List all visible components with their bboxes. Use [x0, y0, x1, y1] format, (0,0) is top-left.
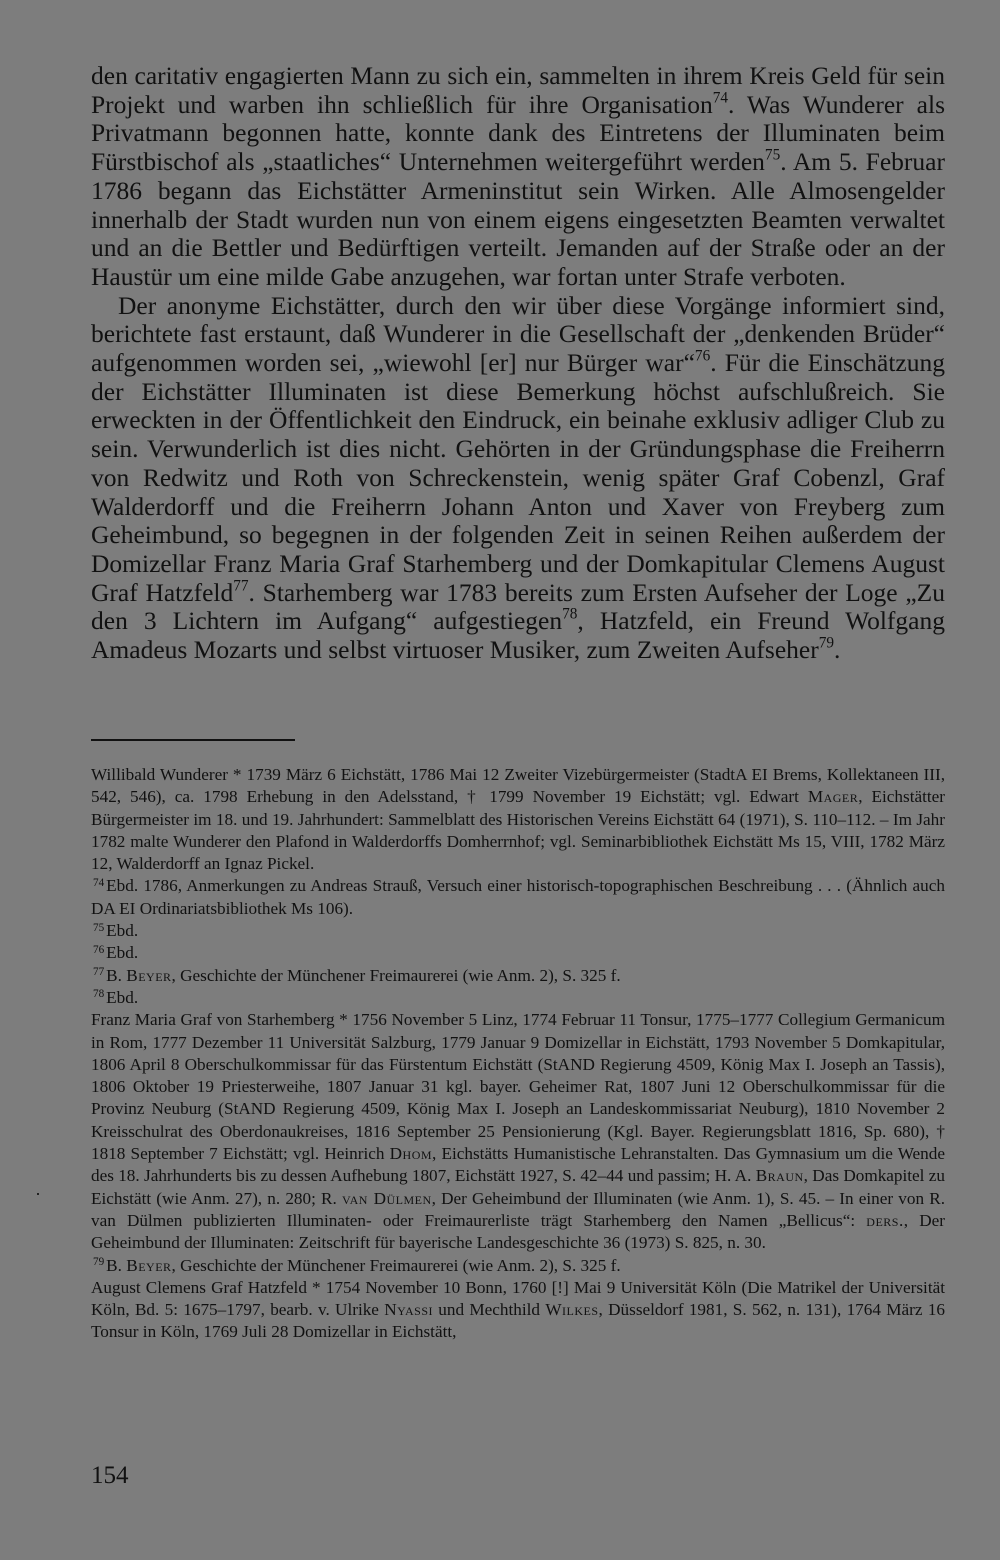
text-run: . Am 5. Februar 1786 begann das Eichstätter Armeninstitut sein Wirken. Alle Almosengelder innerhalb der Stadt wurden nun von einem eigens eingesetzten Beamten verwaltet und an die Bettler und Bedürftigen verteilt. Jemanden auf der Straße oder an der Haustür um eine milde Gabe anzugehen, war fortan unter Strafe verboten.	[91, 147, 945, 291]
footnote-text: und Mechthild	[433, 1300, 546, 1320]
author-name: Braun	[755, 1166, 804, 1186]
footnote-text: Willibald Wunderer * 1739 März 6 Eichstätt, 1786 Mai 12 Zweiter Vizebürgermeister (StadtA EI Brems, Kollektaneen III, 542, 546), ca. 1798 Erhebung in den Adelsstand, † 1799 November 19 Eichstätt; vgl. Edwart	[91, 765, 945, 807]
footnote-number: 77	[93, 966, 105, 979]
text-run: . Für die Einschätzung der Eichstätter Illuminaten ist diese Bemerkung höchst aufschlußreich. Sie erweckten in der Öffentlichkeit den Eindruck, ein beinahe exklusiv adliger Club zu sein. Verwunderlich ist dies nicht. Gehörten in der Gründungsphase die Freiherrn von Redwitz und Roth von Schreckenstein, wenig später Graf Cobenzl, Graf Walderdorff und die Freiherrn Johann Anton und Xaver von Freyberg zum Geheimbund, so begegnen in der folgenden Zeit in seinen Reihen außerdem der Domizellar Franz Maria Graf Starhemberg und der Domkapitular Clemens August Graf Hatzfeld	[91, 348, 945, 607]
paragraph-1	[91, 62, 945, 292]
footnote-number: 79	[93, 1255, 105, 1268]
footnote-text: August Clemens Graf Hatzfeld * 1754 November 10 Bonn, 1760 [!] Mai 9 Universität Köln (Die Matrikel der Universität Köln, Bd. 5: 1675–1797, bearb. v. Ulrike	[91, 1277, 945, 1320]
footnote-ref-79[interactable]: 79	[818, 634, 834, 652]
footnote-ref-78[interactable]: 78	[562, 605, 578, 623]
text-run: . Starhemberg war 1783 bereits zum Ersten Aufseher der Loge „Zu den 3 Lichtern im Aufgang“ aufgestiegen	[91, 577, 945, 636]
footnote-text: , Düsseldorf 1981, S. 562, n. 131), 1764 März 16 Tonsur in Köln, 1769 Juli 28 Domizellar in Eichstätt,	[91, 1300, 946, 1342]
text-run: den caritativ engagierten Mann zu sich ein, sammelten in ihrem Kreis Geld für sein Projekt und warben ihn schließlich für ihre Organisation	[91, 61, 945, 119]
footnote-ref-75[interactable]: 75	[764, 146, 781, 164]
footnote-wunderer	[91, 764, 945, 875]
page-content	[91, 61, 946, 1342]
footnote-ref-76[interactable]: 76	[694, 347, 711, 365]
footnote-number: 78	[93, 988, 105, 1001]
footnote-text: Ebd.	[106, 921, 139, 941]
footnote-text: B.	[106, 965, 127, 985]
author-name: van Dülmen	[341, 1188, 432, 1208]
author-name: Nyassi	[384, 1300, 433, 1320]
footnote-hatzfeld	[91, 1277, 945, 1344]
footnote-77	[91, 965, 945, 987]
footnote-74	[91, 875, 945, 920]
footnote-78	[91, 987, 945, 1009]
author-name: Beyer	[126, 1255, 172, 1275]
footnotes	[91, 764, 945, 1344]
footnote-number: 74	[93, 876, 105, 889]
footnote-text: Ebd.	[106, 987, 139, 1007]
main-text	[91, 62, 945, 665]
footnote-text: Franz Maria Graf von Starhemberg * 1756 November 5 Linz, 1774 Februar 11 Tonsur, 1775–1777 Collegium Germanicum in Rom, 1777 Dezember 11 Universität Salzburg, 1779 Januar 9 Domizellar in Eichstätt, 1793 November 5 Domkapitular, 1806 April 8 Oberschulkommissar für das Fürstentum Eichstätt (StAND Regierung 4509, König Max I. Joseph an Tassis), 1806 Oktober 19 Priesterweihe, 1807 Januar 31 kgl. bayer. Geheimer Rat, 1807 Juni 12 Oberschulkommissar für die Provinz Neuburg (StAND Regierung 4509, König Max I. Joseph an Landeskommissariat Neuburg), 1810 November 2 Kreisschulrat des Oberdonaukreises, 1816 September 25 Pensionierung (Kgl. Bayer. Regierungsblatt 1816, Sp. 680), † 1818 September 7 Eichstätt; vgl. Heinrich	[91, 1010, 945, 1164]
footnote-79	[91, 1255, 945, 1277]
footnote-ref-74[interactable]: 74	[712, 89, 728, 106]
footnote-text: , Geschichte der Münchener Freimaurerei (wie Anm. 2), S. 325 f.	[171, 965, 621, 985]
footnote-text: , Eichstätter Bürgermeister im 18. und 19. Jahrhundert: Sammelblatt des Historischen Vereins Eichstätt 64 (1971), S. 110–112. – Im Jahr 1782 malte Wunderer den Plafond in Walderdorffs Domherrnhof; vgl. Seminarbibliothek Eichstätt Ms 15, VIII, 1782 März 12, Walderdorff an Ignaz Pickel.	[91, 787, 945, 874]
author-name: Dhom	[389, 1144, 433, 1164]
page-number: 154	[91, 1462, 129, 1489]
scan-speck	[37, 1193, 39, 1195]
footnote-text: , Das Domkapitel zu Eichstätt (wie Anm. 27), n. 280; R.	[91, 1166, 945, 1208]
footnote-starhemberg	[91, 1009, 945, 1254]
footnote-number: 76	[93, 943, 105, 956]
footnote-text: , Der Geheimbund der Illuminaten: Zeitschrift für bayerische Landesgeschichte 36 (1973) S. 825, n. 30.	[91, 1210, 945, 1253]
footnote-text: , Geschichte der Münchener Freimaurerei (wie Anm. 2), S. 325 f.	[171, 1255, 621, 1275]
text-run: Der anonyme Eichstätter, durch den wir über diese Vorgänge informiert sind, berichtete fast erstaunt, daß Wunderer in die Gesellschaft der „denkenden Brüder“ aufgenommen worden sei, „wiewohl [er] nur Bürger war“	[91, 290, 945, 378]
footnote-text: B.	[106, 1255, 127, 1275]
author-name: Beyer	[126, 965, 172, 985]
author-name: Wilkes	[545, 1300, 599, 1320]
author-name: ders.	[866, 1210, 904, 1230]
text-run: .	[834, 635, 841, 665]
footnote-text: , Der Geheimbund der Illuminaten (wie Anm. 1), S. 45. – In einer von R. van Dülmen publizierten Illuminaten- oder Freimaurerliste trägt Starhemberg den Namen „Bellicus“:	[91, 1188, 946, 1230]
footnote-separator	[91, 739, 295, 741]
footnote-ref-77[interactable]: 77	[233, 576, 249, 594]
footnote-75	[91, 920, 945, 942]
paragraph-2	[91, 292, 945, 665]
footnote-76	[91, 942, 945, 964]
footnote-text: Ebd.	[106, 943, 139, 963]
text-run: . Was Wunderer als Privatmann begonnen hatte, konnte dank des Eintretens der Illuminaten beim Fürstbischof als „staatliches“ Unternehmen weitergeführt werden	[91, 89, 945, 177]
text-run: , Hatzfeld, ein Freund Wolfgang Amadeus Mozarts und selbst virtuoser Musiker, zum Zweiten Aufseher	[91, 606, 945, 665]
author-name: Mager	[807, 787, 859, 807]
footnote-text: Ebd. 1786, Anmerkungen zu Andreas Strauß, Versuch einer historisch-topographischen Beschreibung . . . (Ähnlich auch DA EI Ordinariatsbibliothek Ms 106).	[91, 876, 945, 918]
footnote-text: , Eichstätts Humanistische Lehranstalten. Das Gymnasium um die Wende des 18. Jahrhunderts bis zu dessen Aufhebung 1807, Eichstätt 1927, S. 42–44 und passim; H. A.	[91, 1144, 945, 1186]
footnote-number: 75	[93, 921, 105, 934]
